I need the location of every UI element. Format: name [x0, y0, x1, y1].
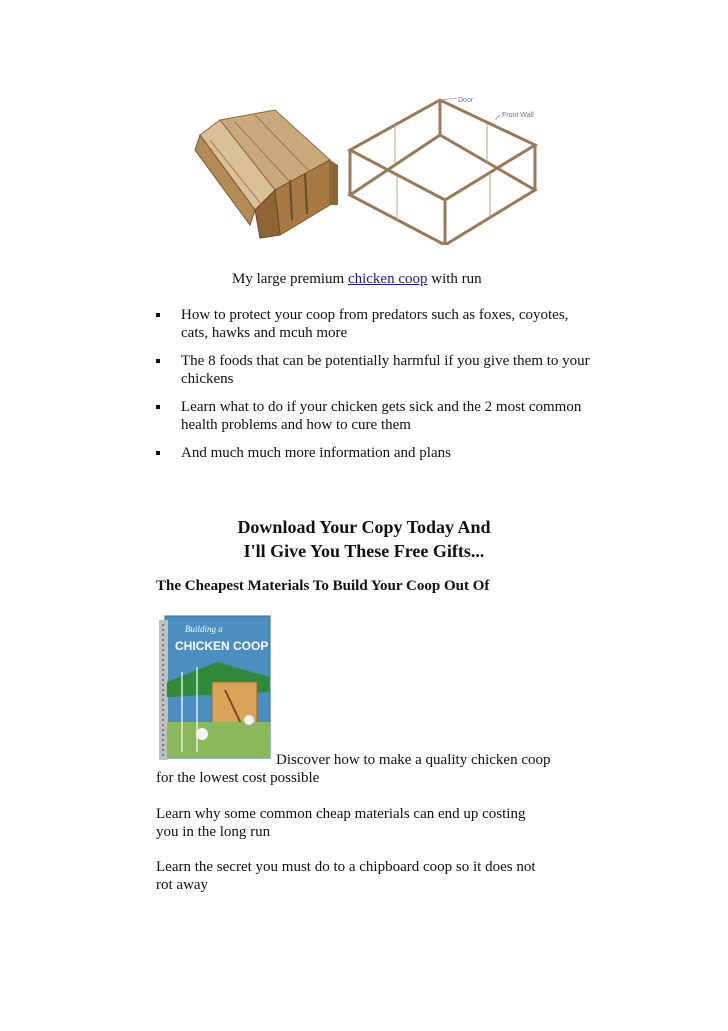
chicken-coop-link[interactable]: chicken coop: [347, 271, 428, 287]
book-title-line1: Building a: [185, 624, 223, 634]
section-title: The Cheapest Materials To Build Your Coop Out Of: [156, 578, 490, 594]
caption-suffix: with run: [431, 271, 482, 287]
bullet-icon: [156, 451, 160, 455]
bullet-icon: [156, 405, 160, 409]
discover-text-line1: Discover how to make a quality chicken coop: [276, 752, 551, 768]
coop-run-frame-illustration: [345, 95, 545, 245]
bullet-icon: [156, 359, 160, 363]
image-caption: [232, 270, 482, 288]
download-heading-line2: I'll Give You These Free Gifts...: [243, 541, 485, 561]
list-item-text: The 8 foods that can be potentially harmful if you give them to your chickens: [181, 353, 590, 387]
list-item-text: Learn what to do if your chicken gets sick and the 2 most common health problems and how to cure them: [181, 399, 582, 433]
caption-prefix: My large premium: [232, 271, 345, 287]
learn-cheap-materials-line1: Learn why some common cheap materials can end up costing: [156, 806, 526, 822]
discover-text-line2: for the lowest cost possible: [156, 770, 320, 786]
front-wall-label: Front Wall: [502, 112, 534, 119]
learn-chipboard-line1: Learn the secret you must do to a chipboard coop so it does not: [156, 859, 536, 875]
book-title-line2: CHICKEN COOP: [175, 639, 269, 653]
learn-cheap-materials-line2: you in the long run: [156, 824, 271, 840]
door-label: Door: [458, 97, 474, 104]
download-heading-line1: Download Your Copy Today And: [237, 517, 491, 537]
chicken-coop-illustration: [180, 100, 350, 240]
learn-chipboard-line2: rot away: [156, 877, 209, 893]
bullet-icon: [156, 313, 160, 317]
book-cover-image: [157, 612, 272, 762]
list-item-text: And much much more information and plans: [181, 445, 451, 461]
list-item-text: How to protect your coop from predators such as foxes, coyotes, cats, hawks and mcuh more: [181, 307, 569, 341]
